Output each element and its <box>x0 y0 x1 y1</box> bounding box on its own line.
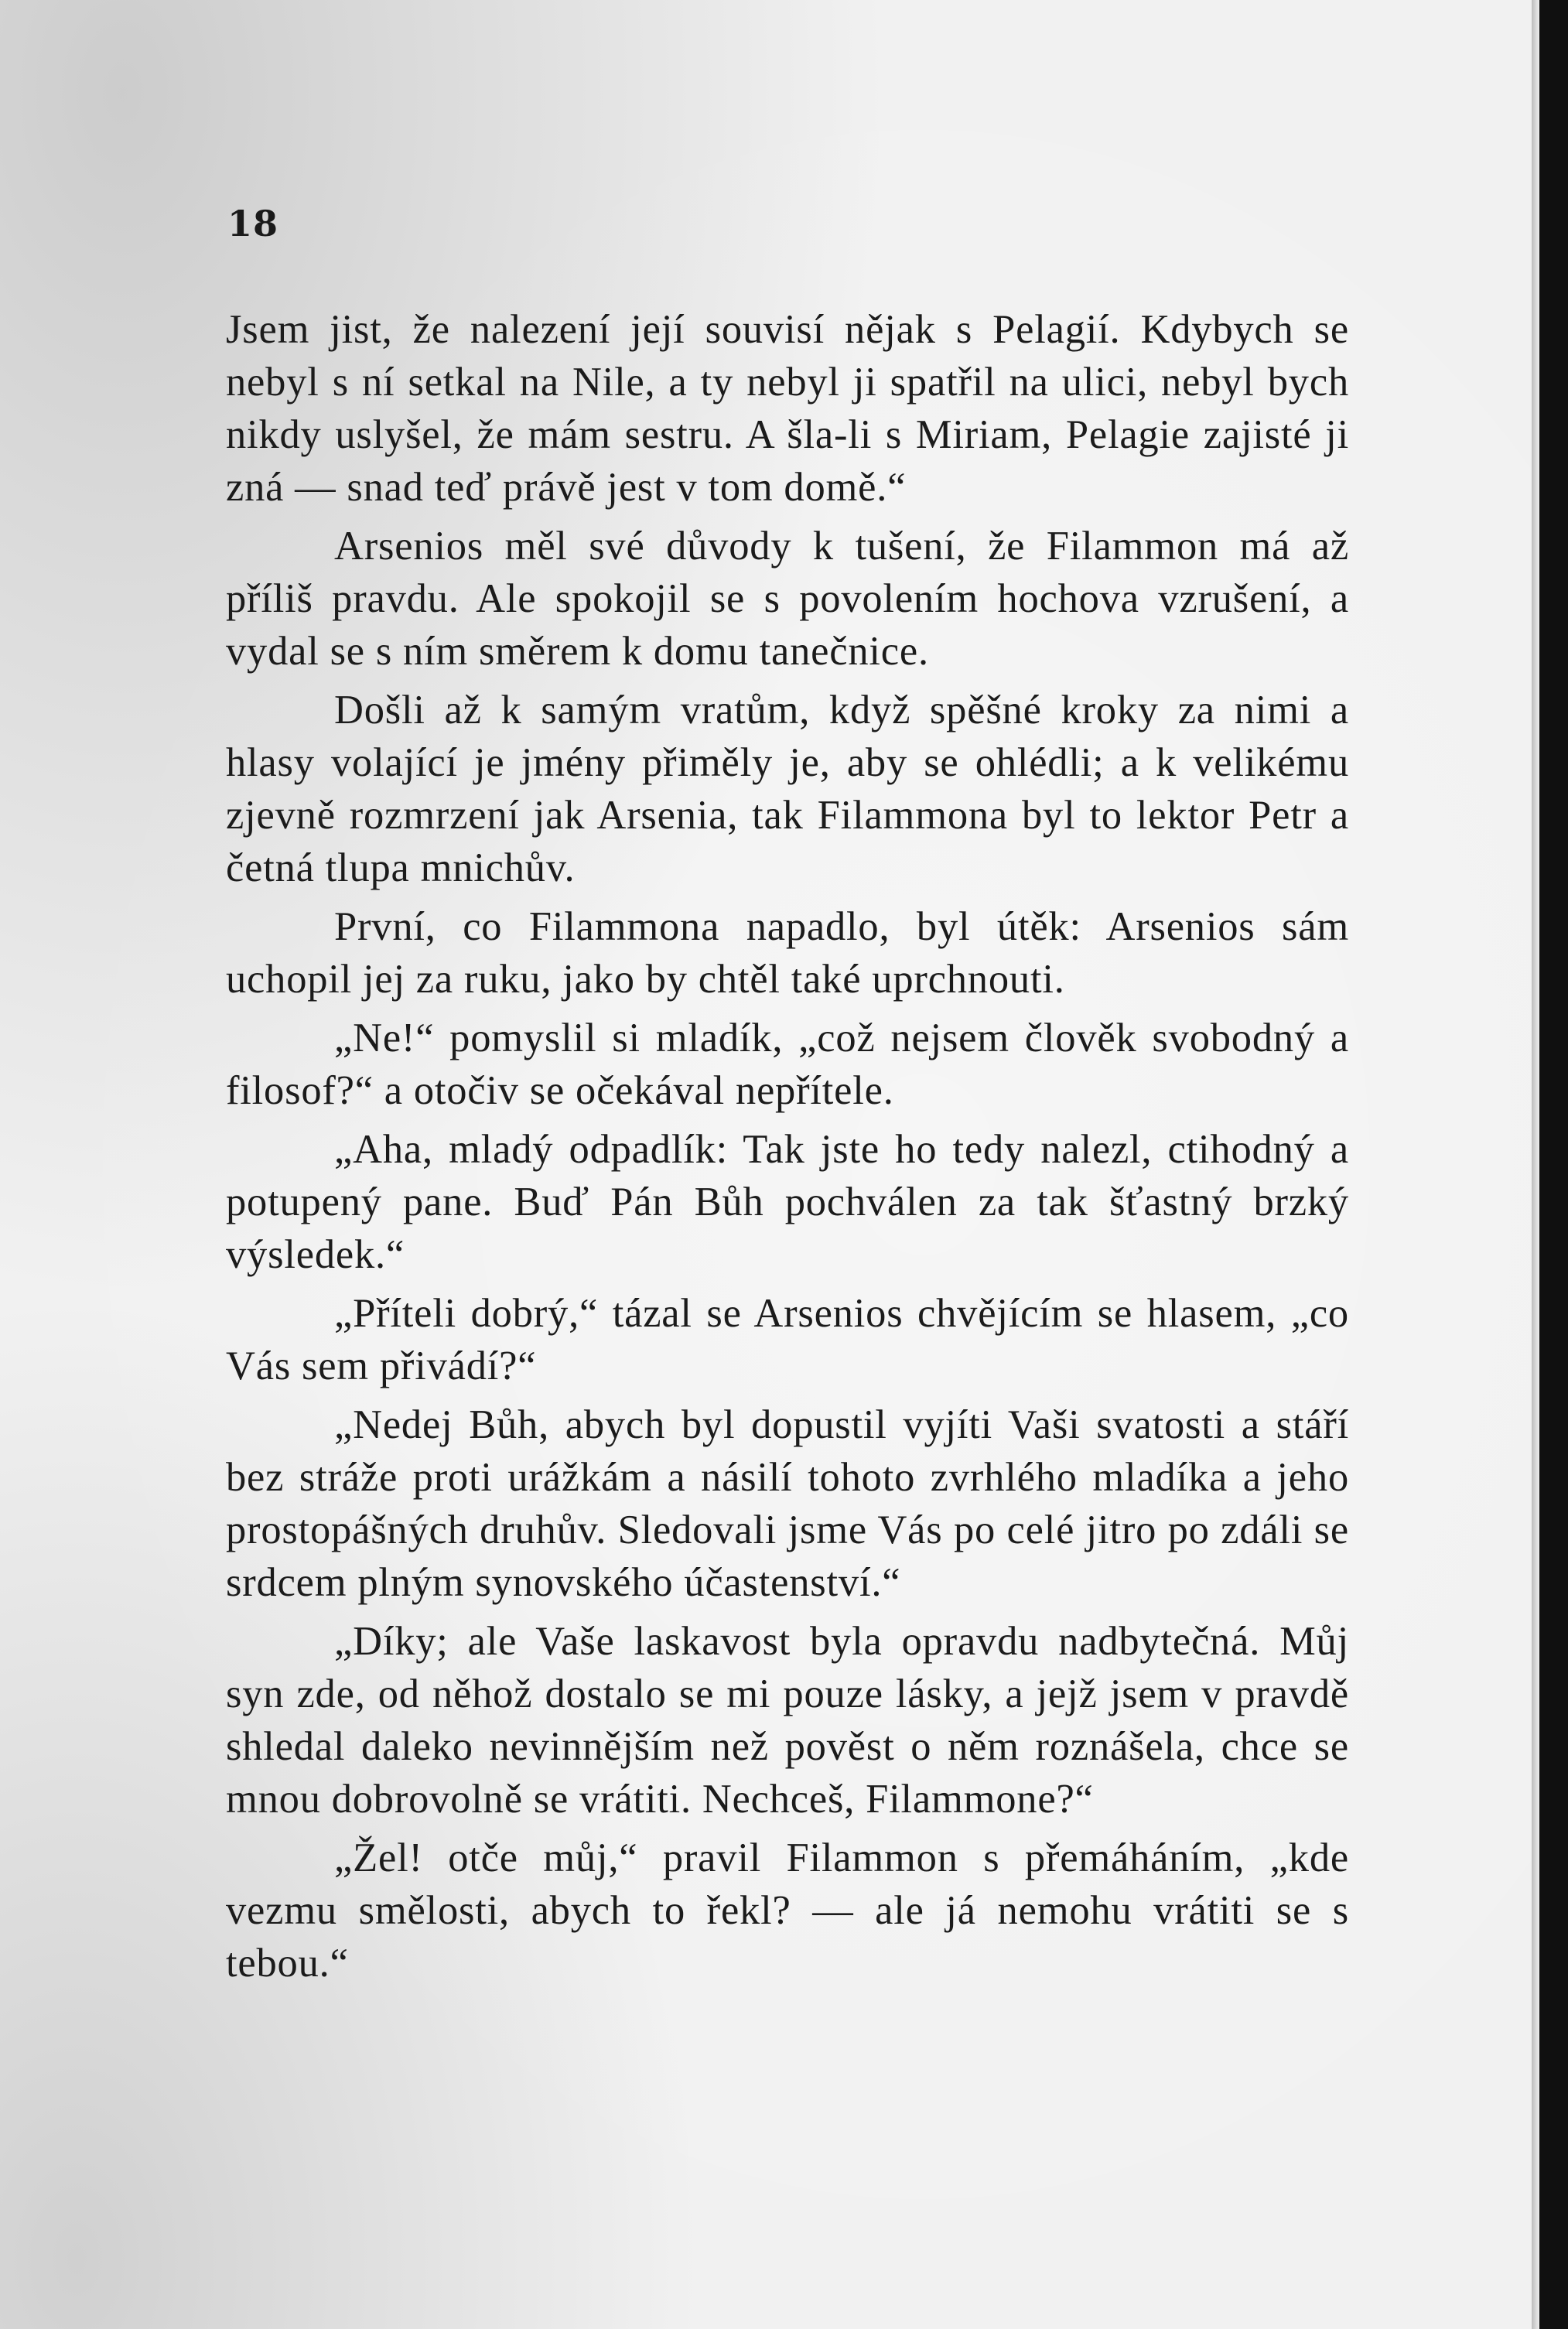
paragraph-4: První, co Filammona napadlo, byl útěk: Arsenios sám uchopil jej za ruku, jako by chtěl také uprchnouti. <box>226 904 1349 1002</box>
paragraph-2: Arsenios měl své důvody k tušení, že Filammon má až příliš pravdu. Ale spokojil se s povolením hochova vzrušení, a vydal se s ním směrem k domu tanečnice. <box>226 524 1349 674</box>
paragraph-6: „Aha, mladý odpadlík: Tak jste ho tedy nalezl, ctihodný a potupený pane. Buď Pán Bůh pochválen za tak šťastný brzký výsledek.“ <box>226 1127 1349 1277</box>
body-text <box>226 303 1349 1989</box>
page-number: 18 <box>227 203 279 244</box>
paragraph-3: Došli až k samým vratům, když spěšné kroky za nimi a hlasy volající je jmény přiměly je, aby se ohlédli; a k velikému zjevně rozmrzení jak Arsenia, tak Filammona byl to lektor Petr a četná tlupa mnichův. <box>226 688 1349 890</box>
paragraph-5: „Ne!“ pomyslil si mladík, „což nejsem člověk svobodný a filosof?“ a otočiv se očekával nepřítele. <box>226 1016 1349 1113</box>
paragraph-1: Jsem jist, že nalezení její souvisí nějak s Pelagií. Kdybych se nebyl s ní setkal na Nile, a ty nebyl ji spatřil na ulici, nebyl bych nikdy uslyšel, že mám sestru. A šla-li s Miriam, Pelagie zajisté ji zná — snad teď právě jest v tom domě.“ <box>226 307 1349 510</box>
page-edge-shadow <box>1532 0 1539 2329</box>
paragraph-10: „Žel! otče můj,“ pravil Filammon s přemáháním, „kde vezmu smělosti, abych to řekl? — ale já nemohu vrátiti se s tebou.“ <box>226 1836 1349 1986</box>
paragraph-8: „Nedej Bůh, abych byl dopustil vyjíti Vaši svatosti a stáří bez stráže proti urážkám a násilí tohoto zvrhlého mladíka a jeho prostopášných druhův. Sledovali jsme Vás po celé jitro po zdáli se srdcem plným synovského účastenství.“ <box>226 1402 1349 1605</box>
scan-border <box>1539 0 1568 2329</box>
paragraph-7: „Příteli dobrý,“ tázal se Arsenios chvějícím se hlasem, „co Vás sem přivádí?“ <box>226 1291 1349 1388</box>
paragraph-9: „Díky; ale Vaše laskavost byla opravdu nadbytečná. Můj syn zde, od něhož dostalo se mi pouze lásky, a jejž jsem v pravdě shledal daleko nevinnějším než pověst o něm roznášela, chce se mnou dobrovolně se vrátiti. Nechceš, Filammone?“ <box>226 1619 1349 1822</box>
